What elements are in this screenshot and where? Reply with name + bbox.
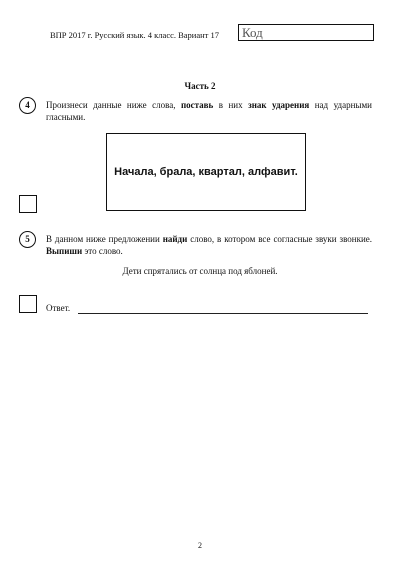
question-5-sentence: Дети спрятались от солнца под яблоней. <box>122 266 278 276</box>
question-4-text <box>46 99 372 123</box>
q4-text-bold: знак ударения <box>248 100 310 110</box>
q4-text-bold: поставь <box>180 100 214 110</box>
q5-text-part: это слово. <box>82 246 123 256</box>
part-title: Часть 2 <box>184 81 216 91</box>
q4-text-part: в них <box>213 100 249 110</box>
code-label: Код <box>242 25 263 40</box>
page-number: 2 <box>198 541 202 550</box>
question-5-score-box[interactable] <box>19 295 37 313</box>
answer-label: Ответ. <box>46 303 71 313</box>
words-box <box>106 133 306 211</box>
q4-text-part: над ударными гласными. <box>46 100 372 122</box>
question-4-score-box[interactable] <box>19 195 37 213</box>
header-title: ВПР 2017 г. Русский язык. 4 класс. Вариант 17 <box>50 30 220 40</box>
question-5-text <box>46 233 372 257</box>
q5-text-bold: найди <box>162 234 188 244</box>
q5-text-part: В данном ниже предложении <box>46 234 163 244</box>
code-field[interactable] <box>238 24 374 41</box>
q4-text-part: Произнеси данные ниже слова, <box>46 100 181 110</box>
q5-text-part: слово, в котором все согласные звуки звонкие. <box>187 234 373 244</box>
answer-line[interactable] <box>78 313 368 314</box>
question-4-number: 4 <box>19 97 36 114</box>
words-text: Начала, брала, квартал, алфавит. <box>114 166 298 178</box>
q5-text-bold: Выпиши <box>46 246 83 256</box>
question-5-number: 5 <box>19 231 36 248</box>
